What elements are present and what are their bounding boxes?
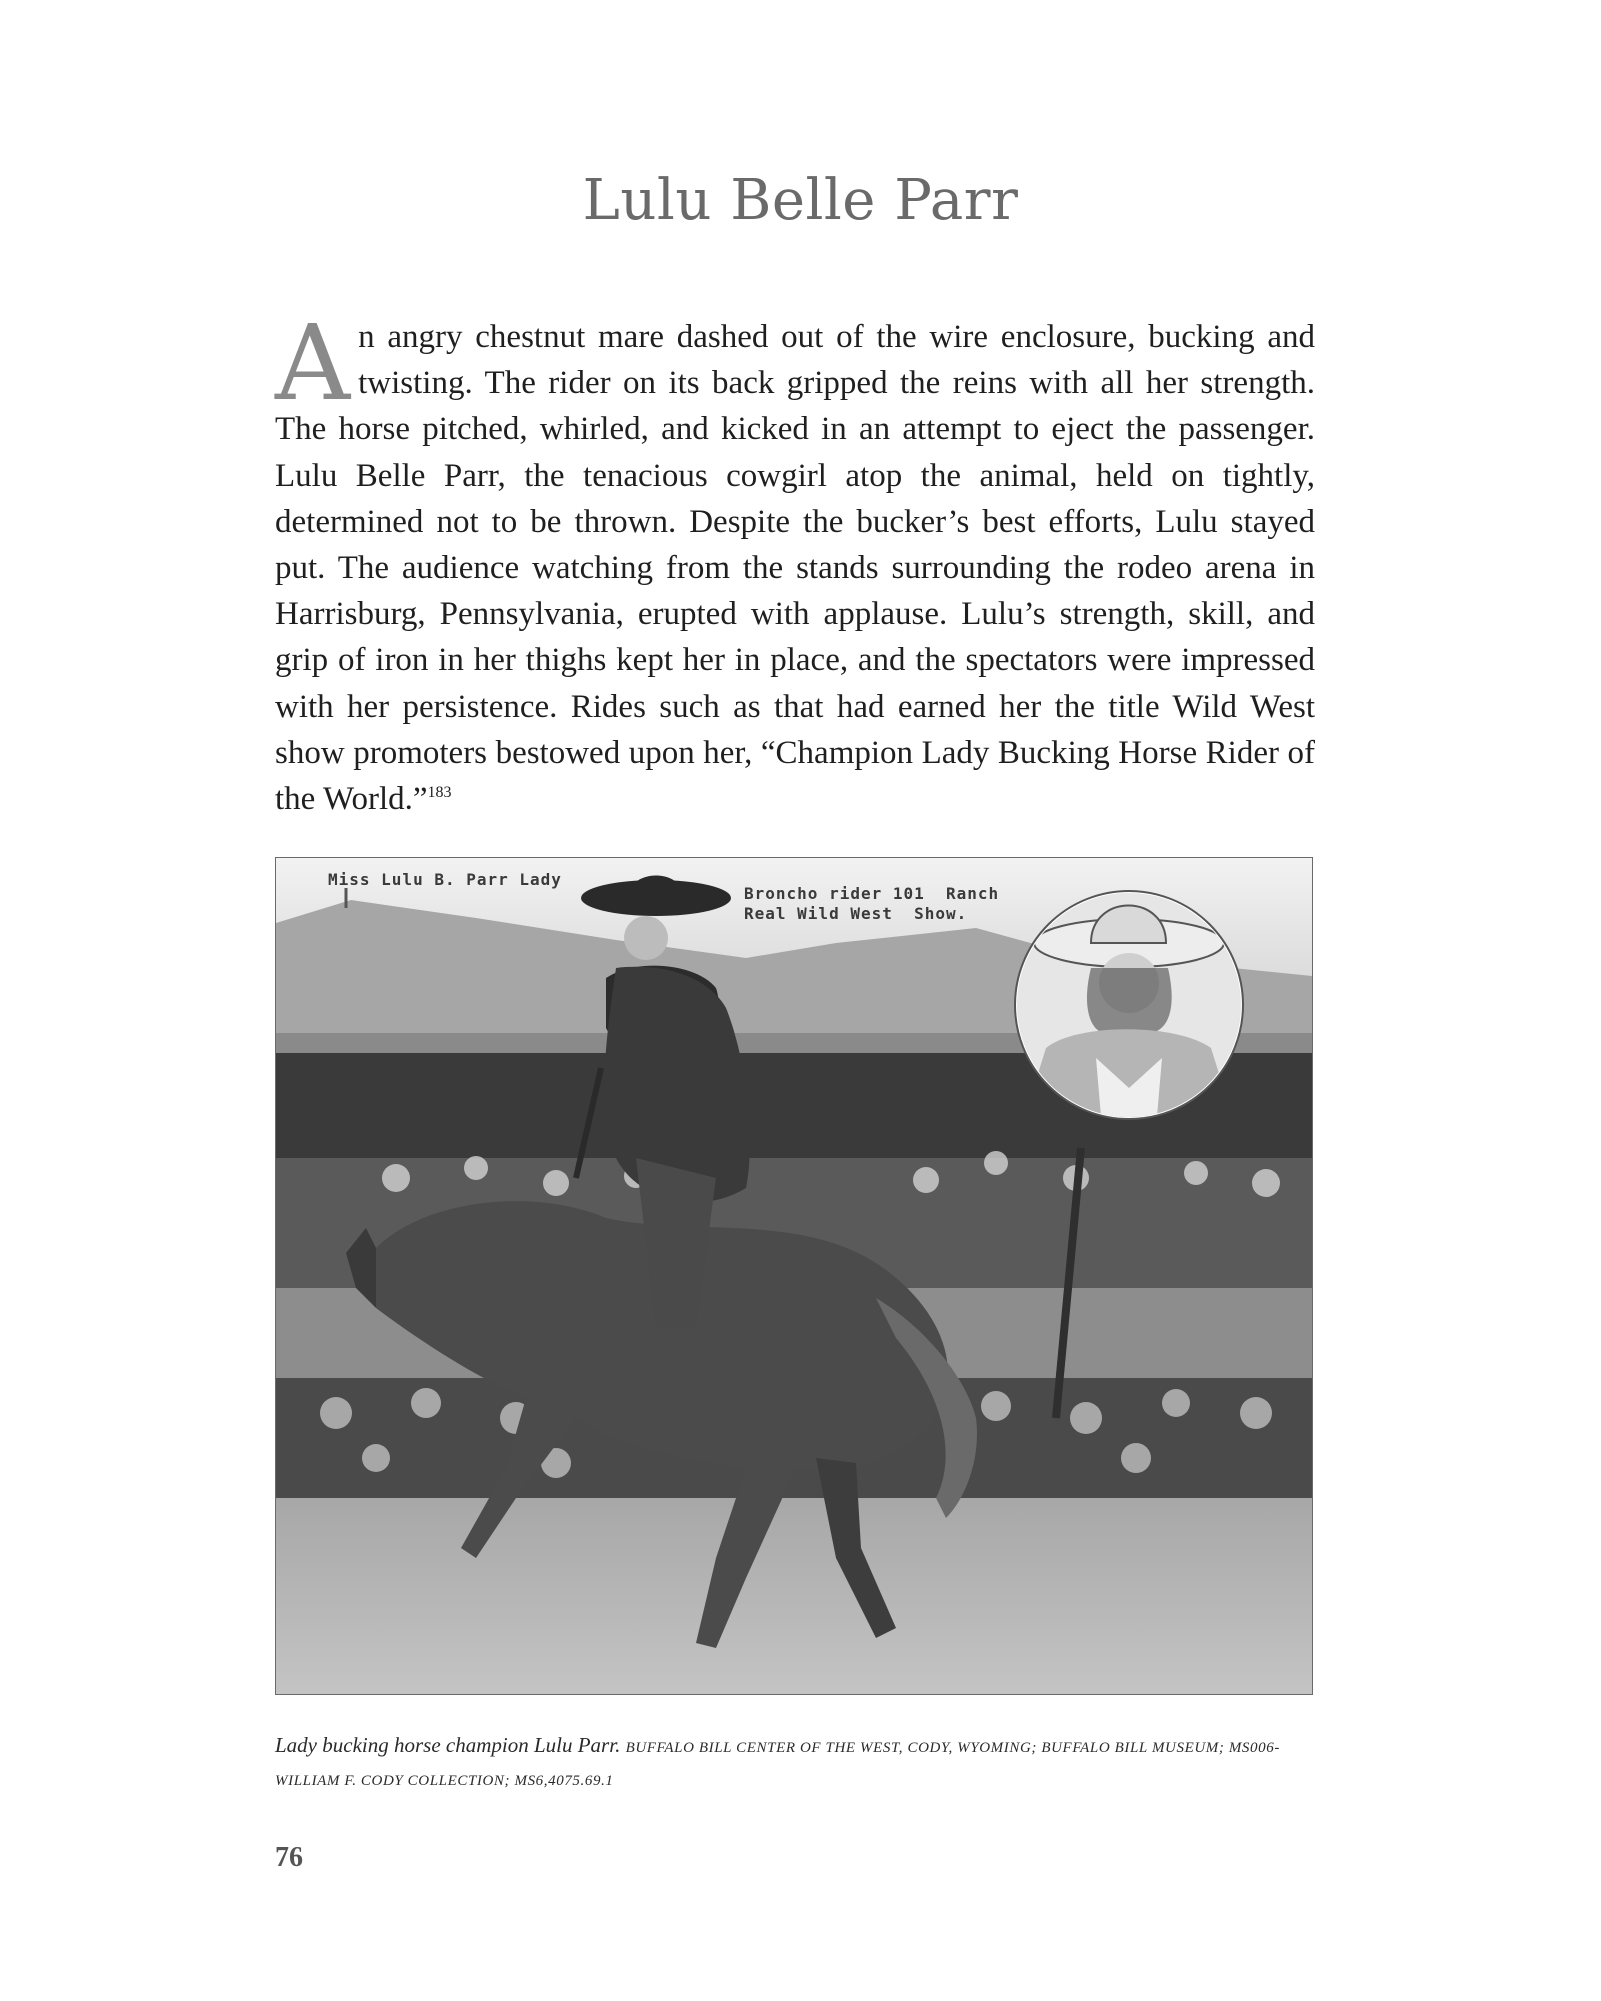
paragraph-text: n angry chestnut mare dashed out of the wire enclosure, bucking and twisting. The rider on its back gripped the reins with all her strength. The horse pitched, whirled, and kicked in an attempt to eject the passenger. Lulu Belle Parr, the tenacious cowgirl atop the animal, held on tightly, determined not to be thrown. Despite the bucker’s best efforts, Lulu stayed put. The audience watching from the stands surrounding the rodeo arena in Harrisburg, Pennsylvania, erupted with applause. Lulu’s strength, skill, and grip of iron in her thighs kept her in place, and the spectators were impressed with her persistence. Rides such as that had earned her the title Wild West show promoters bestowed upon her, “Champion Lady Bucking Horse Rider of the World.” bbox=[275, 319, 1315, 818]
page-number: 76 bbox=[275, 1842, 303, 1873]
historic-photograph bbox=[275, 857, 1313, 1695]
caption-credit: BUFFALO BILL CENTER OF THE WEST, CODY, WYOMING; BUFFALO BILL MUSEUM; MS006-WILLIAM F. CODY COLLECTION; MS6,4075.69.1 bbox=[275, 1740, 1280, 1789]
caption-text: Lady bucking horse champion Lulu Parr. bbox=[275, 1733, 621, 1757]
photo-illustration bbox=[276, 858, 1312, 1694]
photo-label-right-line2: Real Wild West Show. bbox=[744, 904, 968, 923]
body-paragraph bbox=[275, 302, 1315, 822]
drop-cap: A bbox=[275, 302, 351, 424]
arena-ground bbox=[276, 1498, 1312, 1694]
chapter-title: Lulu Belle Parr bbox=[582, 168, 1019, 233]
photo-label-left: Miss Lulu B. Parr Lady bbox=[328, 870, 562, 889]
footnote-reference[interactable]: 183 bbox=[427, 784, 452, 802]
photo-label-right-line1: Broncho rider 101 Ranch bbox=[744, 884, 1000, 903]
figure-caption bbox=[275, 1730, 1315, 1796]
